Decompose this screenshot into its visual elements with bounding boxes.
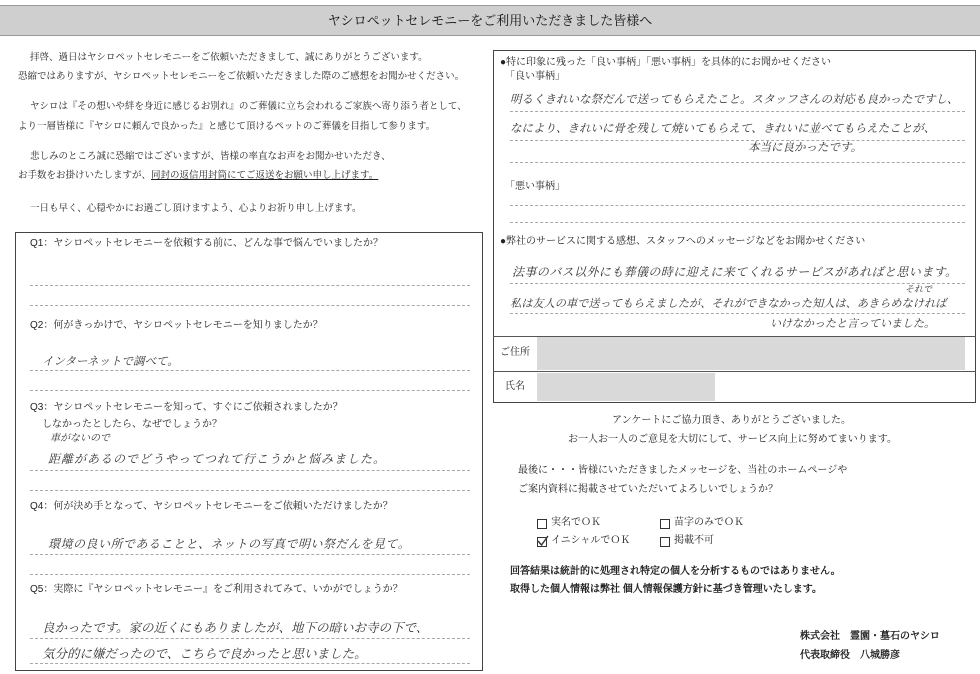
intro-line-4: より一層皆様に『ヤシロに頼んで良かった』と感じて頂けるペットのご葬儀を目指して参ります。: [18, 121, 436, 132]
publication-question-line-2: ご案内資料に掲載させていただいてよろしいでしょうか？: [518, 484, 778, 495]
option-real-name-checkbox[interactable]: [537, 519, 547, 529]
option-real-name-label: 実名でＯＫ: [551, 517, 601, 528]
q5-answer-line-2: 気分的に嫌だったので、こちらで良かったと思いました。: [42, 646, 367, 661]
q4-answer: 環境の良い所であることと、ネットの写真で明い祭だんを見て。: [48, 537, 411, 551]
thanks-line-2: お一人お一人のご意見を大切にして、サービス向上に努めてまいります。: [568, 434, 897, 445]
contact-divider: [493, 371, 976, 372]
intro-line-5: 悲しみのところ誠に恐縮ではございますが、皆様の率直なお声をお聞かせいただき、: [30, 151, 391, 162]
publication-question-line-1: 最後に・・・皆様にいただきましたメッセージを、当社のホームページや: [518, 465, 848, 476]
option-surname-only-checkbox[interactable]: [660, 519, 670, 529]
form-header: [0, 5, 980, 36]
service-line: [510, 283, 965, 284]
good-points-line: [510, 111, 965, 112]
option-not-allowed-label: 掲載不可: [674, 535, 714, 546]
q1-answer-line: [30, 305, 470, 306]
good-points-answer-line-3: 本当に良かったです。: [748, 140, 863, 154]
address-field-redacted[interactable]: [537, 337, 965, 370]
impressions-prompt: ●特に印象に残った「良い事柄」「悪い事柄」を具体的にお聞かせください: [500, 57, 832, 68]
option-surname-only-label: 苗字のみでＯＫ: [674, 517, 744, 528]
intro-line-3: ヤシロは『その想いや絆を身近に感じるお別れ』のご葬儀に立ち会われるご家族へ寄り添う者として、: [30, 101, 467, 112]
intro-line-7: 一日も早く、心穏やかにお過ごし頂けますよう、心よりお祈り申し上げます。: [30, 203, 362, 214]
service-answer-line-3: いけなかったと言っていました。: [770, 317, 935, 330]
bad-points-line: [510, 205, 965, 206]
option-initials-label: イニシャルでＯＫ: [551, 535, 631, 546]
q5-answer-line: [30, 663, 470, 664]
thanks-line-1: アンケートにご協力頂き、ありがとうございました。: [612, 415, 851, 426]
q5-answer-line-1: 良かったです。家の近くにもありましたが、地下の暗いお寺の下で、: [42, 620, 429, 635]
q3-label: Q3：ヤシロペットセレモニーを知って、すぐにご依頼されましたか？: [30, 402, 343, 413]
q4-answer-line: [30, 554, 470, 555]
good-points-line: [510, 140, 965, 141]
privacy-line-2: 取得した個人情報は弊社 個人情報保護方針に基づき管理いたします。: [510, 584, 822, 595]
form-title: ヤシロペットセレモニーをご利用いただきました皆様へ: [327, 13, 653, 28]
service-answer-insert: それで: [905, 285, 933, 295]
good-points-line: [510, 162, 965, 163]
good-points-label: 「良い事柄」: [505, 71, 565, 82]
option-initials-checkbox[interactable]: [537, 537, 547, 547]
privacy-line-1: 回答結果は統計的に処理され特定の個人を分析するものではありません。: [510, 566, 841, 577]
q2-answer-line: [30, 370, 470, 371]
q3-sublabel: しなかったとしたら、なぜでしょうか？: [42, 419, 222, 430]
company-representative: 代表取締役 八城勝彦: [800, 650, 900, 661]
good-points-answer-line-2: なにより、きれいに骨を残して焼いてもらえて、きれいに並べてもらえたことが、: [510, 121, 936, 135]
q1-answer-line: [30, 285, 470, 286]
q5-answer-line: [30, 638, 470, 639]
service-answer-line-1: 法事のバス以外にも葬儀の時に迎えに来てくれるサービスがあればと思います。: [512, 265, 958, 279]
name-field-redacted[interactable]: [537, 373, 715, 401]
return-envelope-note: 同封の返信用封筒にてご返送をお願い申し上げます。: [151, 170, 379, 181]
bad-points-label: 「悪い事柄」: [505, 181, 565, 192]
option-not-allowed-checkbox[interactable]: [660, 537, 670, 547]
q3-answer: 距離があるのでどうやってつれて行こうかと悩みました。: [48, 452, 387, 466]
q2-answer-line: [30, 390, 470, 391]
q3-answer-note: 車がないので: [50, 433, 110, 444]
q3-answer-line: [30, 470, 470, 471]
q1-label: Q1：ヤシロペットセレモニーを依頼する前に、どんな事で悩んでいましたか？: [30, 238, 383, 249]
service-line: [510, 313, 965, 314]
service-prompt: ●弊社のサービスに関する感想、スタッフへのメッセージなどをお聞かせください: [500, 236, 866, 247]
service-answer-line-2: 私は友人の車で送ってもらえましたが、それができなかった知人は、あきらめなければ: [510, 297, 947, 310]
company-name: 株式会社 霊園・墓石のヤシロ: [800, 631, 940, 642]
intro-line-6-prefix: お手数をお掛けいたしますが、: [18, 170, 152, 181]
q2-label: Q2：何がきっかけで、ヤシロペットセレモニーを知りましたか？: [30, 320, 323, 331]
intro-line-2: 恐縮ではありますが、ヤシロペットセレモニーをご依頼いただきました際のご感想をお聞かせください。: [18, 71, 465, 82]
name-label: 氏名: [505, 381, 525, 392]
intro-line-6: [18, 170, 378, 182]
q4-label: Q4：何が決め手となって、ヤシロペットセレモニーをご依頼いただけましたか？: [30, 501, 393, 512]
good-points-answer-line-1: 明るくきれいな祭だんで送ってもらえたこと。スタッフさんの対応も良かったですし、: [510, 92, 959, 106]
intro-line-1: 拝啓、過日はヤシロペットセレモニーをご依頼いただきまして、誠にありがとうございます。: [30, 52, 428, 63]
q2-answer: インターネットで調べて。: [42, 354, 179, 368]
q4-answer-line: [30, 574, 470, 575]
q3-answer-line: [30, 490, 470, 491]
q5-label: Q5：実際に『ヤシロペットセレモニー』をご利用されてみて、いかがでしょうか？: [30, 584, 403, 595]
bad-points-line: [510, 222, 965, 223]
address-label: ご住所: [500, 347, 530, 358]
